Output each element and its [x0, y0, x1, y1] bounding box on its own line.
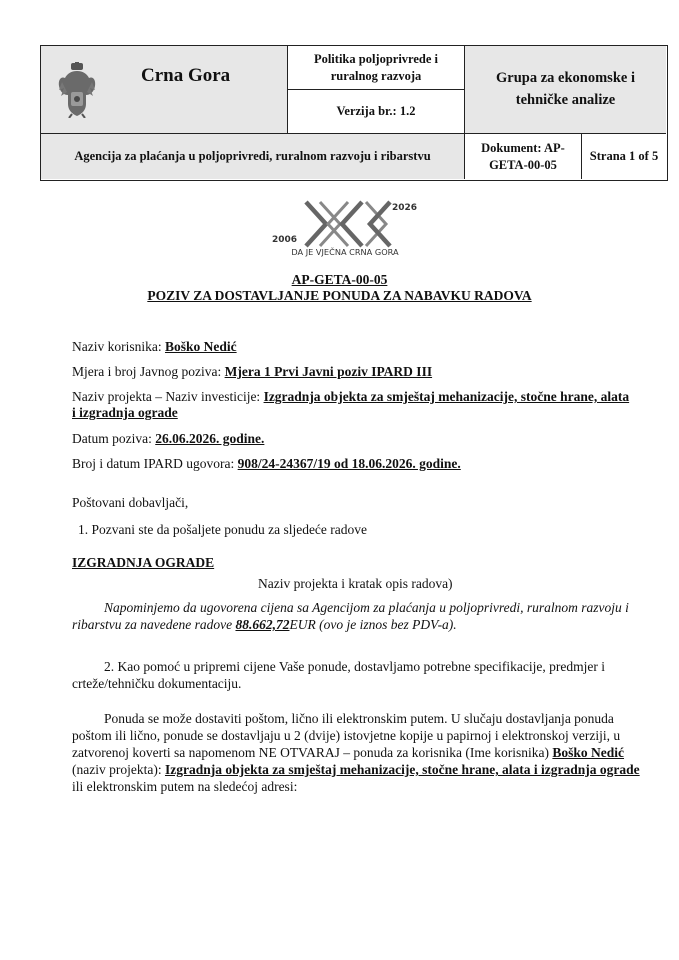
header-document-cell [465, 134, 582, 179]
date-value: 26.06.2026. godine. [155, 431, 265, 446]
measure-row: Mjera i broj Javnog poziva: Mjera 1 Prvi Javni poziv IPARD III [72, 364, 433, 379]
beneficiary-row: Naziv korisnika: Boško Nedić [72, 339, 237, 354]
contract-row: Broj i datum IPARD ugovora: 908/24-24367/19 od 18.06.2026. godine. [72, 456, 461, 471]
header-policy-cell [288, 46, 465, 90]
policy-text: Politika poljoprivrede i ruralnog razvoja [313, 52, 439, 83]
submission-line-3: zatvorenoj koverti sa napomenom NE OTVARAJ – ponuda za korisnika (Ime korisnika) Boško Nedić [72, 745, 625, 760]
agency-text: Agencija za plaćanja u poljoprivredi, ruralnom razvoju i ribarstvu [74, 149, 431, 164]
submission-line-1: Ponuda se može dostaviti poštom, lično ili elektronskim putem. U slučaju dostavljanja ponuda [104, 711, 614, 726]
price-note-line-1: Napominjemo da ugovorena cijena sa Agencijom za plaćanja u poljoprivredi, ruralnom razvoju i [104, 600, 629, 615]
logo-year-end: 2026 [392, 203, 418, 213]
document-code-title: AP-GETA-00-05 [291, 272, 388, 287]
page-number-text: Strana 1 of 5 [589, 149, 659, 164]
document-code-text: Dokument: AP-GETA-00-05 [481, 141, 565, 172]
header-agency-cell [41, 134, 465, 179]
header-page-cell [582, 134, 666, 179]
price-note-line-2: ribarstvu za navedene radove 88.662,72EUR (ovo je iznos bez PDV-a). [72, 617, 457, 632]
item-1: 1. Pozvani ste da pošaljete ponudu za sljedeće radove [78, 522, 368, 537]
project-name-inline: Izgradnja objekta za smještaj mehanizacije, stočne hrane, alata i izgradnja ograde [164, 762, 640, 777]
project-row: Naziv projekta – Naziv investicije: Izgradnja objekta za smještaj mehanizacije, stočne hrane, alata [72, 389, 630, 404]
document-main-title: POZIV ZA DOSTAVLJANJE PONUDA ZA NABAVKU RADOVA [147, 288, 532, 303]
logo-year-start: 2006 [272, 235, 298, 245]
contract-value: 908/24-24367/19 od 18.06.2026. godine. [237, 456, 461, 471]
header-version-cell [288, 90, 465, 134]
submission-line-5: ili elektronskim putem na sledećoj adresi: [72, 779, 298, 794]
measure-value: Mjera 1 Prvi Javni poziv IPARD III [224, 364, 433, 379]
xx-anniversary-logo-icon [270, 196, 420, 258]
beneficiary-name-inline: Boško Nedić [552, 745, 625, 760]
works-title: IZGRADNJA OGRADE [72, 555, 215, 570]
item-2-line-2: crteže/tehničku dokumentaciju. [72, 676, 242, 691]
contract-amount: 88.662,72 [235, 617, 290, 632]
group-text: Grupa za ekonomske i tehničke analize [496, 70, 635, 108]
country-name: Crna Gora [141, 65, 231, 86]
document-header-table [40, 45, 668, 181]
date-row: Datum poziva: 26.06.2026. godine. [72, 431, 265, 446]
header-group-cell [465, 46, 666, 134]
submission-line-2: poštom ili lično, ponude se dostavljaju u 2 (dvije) istovjetne kopije u papirnoj i elektronskoj verziji, u [72, 728, 621, 743]
version-text: Verzija br.: 1.2 [336, 104, 416, 119]
logo-motto: DA JE VJEČNA CRNA GORA [291, 247, 399, 257]
greeting: Poštovani dobavljači, [72, 495, 189, 510]
coat-of-arms-icon [57, 62, 97, 118]
submission-line-4: (naziv projekta): Izgradnja objekta za smještaj mehanizacije, stočne hrane, alata i izgradnja ograde [72, 762, 640, 777]
item-2-line-1: 2. Kao pomoć u pripremi cijene Vaše ponude, dostavljamo potrebne specifikacije, predmjer i [104, 659, 605, 674]
header-country-cell [41, 46, 288, 134]
project-value: Izgradnja objekta za smještaj mehanizacije, stočne hrane, alata [263, 389, 630, 404]
beneficiary-value: Boško Nedić [164, 339, 237, 354]
project-row-cont: i izgradnja ograde [72, 405, 178, 420]
works-caption: Naziv projekta i kratak opis radova) [258, 576, 453, 591]
